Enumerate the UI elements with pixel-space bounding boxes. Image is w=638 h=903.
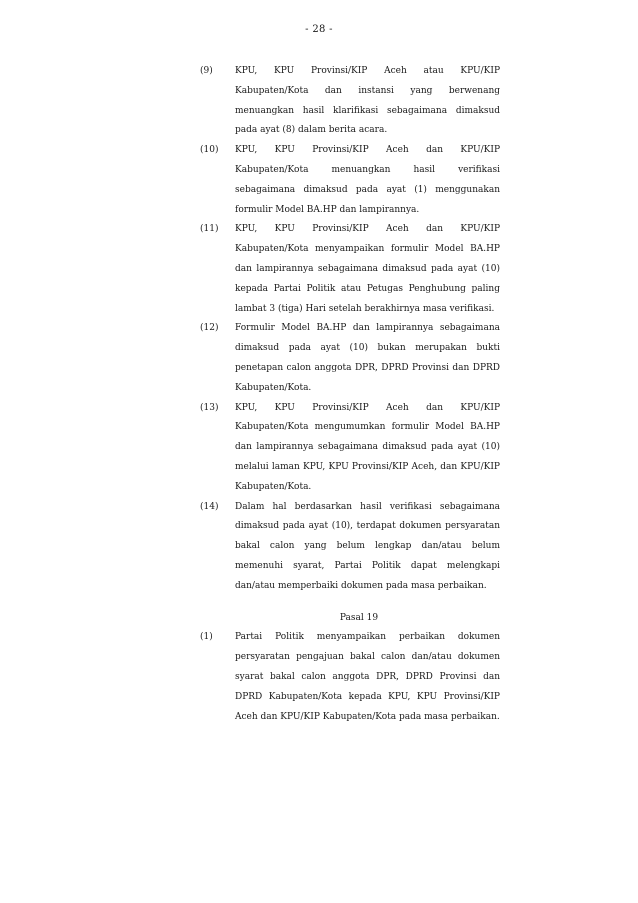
document-body bbox=[200, 62, 500, 727]
article-paragraph-13 bbox=[200, 399, 500, 498]
paragraph-text: KPU, KPU Provinsi/KIP Aceh dan KPU/KIP Kabupaten/Kota menuangkan hasil verifikasi sebagaimana dimaksud pada ayat (1) menggunakan formulir Model BA.HP dan lampirannya. bbox=[235, 145, 500, 215]
paragraph-text: Formulir Model BA.HP dan lampirannya sebagaimana dimaksud pada ayat (10) bukan merupakan bukti penetapan calon anggota DPR, DPRD Provinsi dan DPRD Kabupaten/Kota. bbox=[235, 323, 500, 393]
page-number: - 28 - bbox=[305, 24, 333, 35]
paragraph-text: KPU, KPU Provinsi/KIP Aceh atau KPU/KIP Kabupaten/Kota dan instansi yang berwenang menuangkan hasil klarifikasi sebagaimana dimaksud pada ayat (8) dalam berita acara. bbox=[235, 66, 500, 136]
article-paragraph-11 bbox=[200, 220, 500, 319]
paragraph-number: (9) bbox=[200, 66, 213, 76]
paragraph-number: (1) bbox=[200, 632, 213, 643]
article-paragraph-9 bbox=[200, 62, 500, 141]
paragraph-number: (11) bbox=[200, 224, 219, 235]
paragraph-text: Dalam hal berdasarkan hasil verifikasi sebagaimana dimaksud pada ayat (10), terdapat dokumen persyaratan bakal calon yang belum lengkap dan/atau belum memenuhi syarat, Partai Politik dapat melengkapi dan/atau memperbaiki dokumen pada masa perbaikan. bbox=[235, 501, 500, 591]
paragraph-text: KPU, KPU Provinsi/KIP Aceh dan KPU/KIP Kabupaten/Kota menyampaikan formulir Model BA.HP dan lampirannya sebagaimana dimaksud pada ayat (10) kepada Partai Politik atau Petugas Penghubung paling lambat 3 (tiga) Hari setelah berakhirnya masa verifikasi. bbox=[235, 224, 500, 314]
article-paragraph-10 bbox=[200, 141, 500, 220]
article-19-paragraph-1 bbox=[200, 628, 500, 727]
article-paragraph-14 bbox=[200, 498, 500, 597]
article-heading: Pasal 19 bbox=[339, 612, 379, 623]
paragraph-number: (13) bbox=[200, 402, 219, 413]
article-paragraph-12 bbox=[200, 319, 500, 398]
paragraph-number: (10) bbox=[200, 145, 219, 156]
paragraph-number: (14) bbox=[200, 501, 219, 512]
paragraph-text: Partai Politik menyampaikan perbaikan dokumen persyaratan pengajuan bakal calon dan/atau dokumen syarat bakal calon anggota DPR, DPRD Provinsi dan DPRD Kabupaten/Kota kepada KPU, KPU Provinsi/KIP Aceh dan KPU/KIP Kabupaten/Kota pada masa perbaikan. bbox=[235, 632, 500, 722]
paragraph-text: KPU, KPU Provinsi/KIP Aceh dan KPU/KIP Kabupaten/Kota mengumumkan formulir Model BA.HP dan lampirannya sebagaimana dimaksud pada ayat (10) melalui laman KPU, KPU Provinsi/KIP Aceh, dan KPU/KIP Kabupaten/Kota. bbox=[235, 402, 500, 492]
paragraph-number: (12) bbox=[200, 323, 219, 334]
